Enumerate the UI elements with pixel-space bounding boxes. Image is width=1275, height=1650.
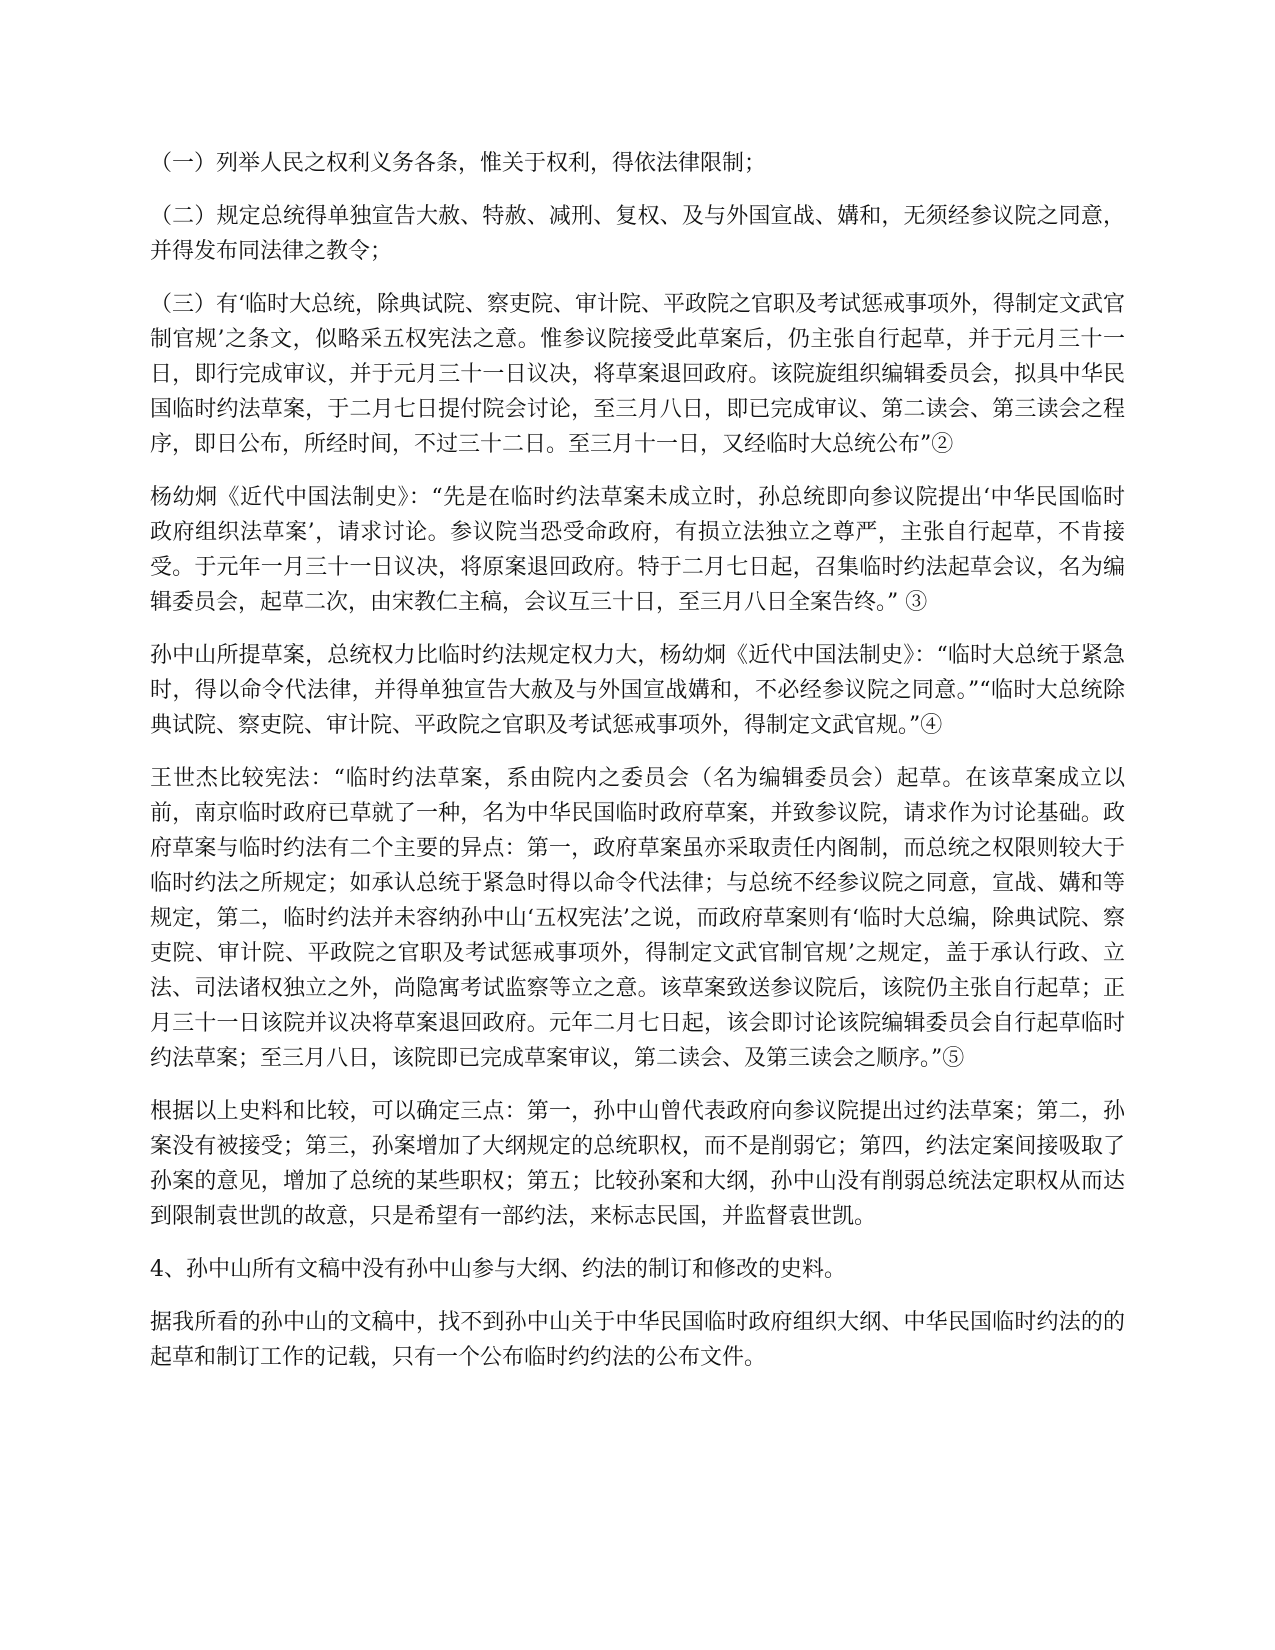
paragraph-item-1: （一）列举人民之权利义务各条，惟关于权利，得依法律限制； [150, 151, 767, 176]
paragraph-item-2: （二）规定总统得单独宣告大赦、特赦、减刑、复权、及与外国宣战、媾和，无须经参议院之同意，并得发布同法律之教令； [150, 204, 1125, 264]
document-body [150, 146, 1125, 1389]
paragraph-conclusions: 根据以上史料和比较，可以确定三点：第一，孙中山曾代表政府向参议院提出过约法草案；第二，孙案没有被接受；第三，孙案增加了大纲规定的总统职权，而不是削弱它；第四，约法定案间接吸取了孙案的意见，增加了总统的某些职权；第五；比较孙案和大纲，孙中山没有削弱总统法定职权从而达到限制袁世凯的故意，只是希望有一部约法，来标志民国，并监督袁世凯。 [150, 1099, 1125, 1229]
paragraph-item-3: （三）有‘临时大总统，除典试院、察吏院、审计院、平政院之官职及考试惩戒事项外，得制定文武官制官规’之条文，似略采五权宪法之意。惟参议院接受此草案后，仍主张自行起草，并于元月三十一日，即行完成审议，并于元月三十一日议决，将草案退回政府。该院旋组织编辑委员会，拟具中华民国临时约法草案，于二月七日提付院会讨论，至三月八日，即已完成审议、第二读会、第三读会之程序，即日公布，所经时间，不过三十二日。至三月十一日，又经临时大总统公布”② [150, 292, 1125, 457]
section-heading-4: 4、孙中山所有文稿中没有孙中山参与大纲、约法的制订和修改的史料。 [150, 1257, 846, 1282]
paragraph-final: 据我所看的孙中山的文稿中，找不到孙中山关于中华民国临时政府组织大纲、中华民国临时约法的的起草和制订工作的记载，只有一个公布临时约约法的公布文件。 [150, 1310, 1125, 1370]
paragraph-wang-shijie-quote: 王世杰比较宪法：“临时约法草案，系由院内之委员会（名为编辑委员会）起草。在该草案成立以前，南京临时政府已草就了一种，名为中华民国临时政府草案，并致参议院，请求作为讨论基础。政府草案与临时约法有二个主要的异点：第一，政府草案虽亦采取责任内阁制，而总统之权限则较大于临时约法之所规定；如承认总统于紧急时得以命令代法律；与总统不经参议院之同意，宣战、媾和等规定，第二，临时约法并未容纳孙中山‘五权宪法’之说，而政府草案则有‘临时大总编，除典试院、察吏院、审计院、平政院之官职及考试惩戒事项外，得制定文武官制官规’之规定，盖于承认行政、立法、司法诸权独立之外，尚隐寓考试监察等立之意。该草案致送参议院后，该院仍主张自行起草；正月三十一日该院并议决将草案退回政府。元年二月七日起，该会即讨论该院编辑委员会自行起草临时约法草案；至三月八日，该院即已完成草案审议，第二读会、及第三读会之顺序。”⑤ [150, 766, 1125, 1071]
paragraph-yang-youjiong-quote: 杨幼炯《近代中国法制史》：“先是在临时约法草案未成立时，孙总统即向参议院提出‘中华民国临时政府组织法草案’，请求讨论。参议院当恐受命政府，有损立法独立之尊严，主张自行起草，不肯接受。于元年一月三十一日议决，将原案退回政府。特于二月七日起，召集临时约法起草会议，名为编辑委员会，起草二次，由宋教仁主稿，会议互三十日，至三月八日全案告终。” ③ [150, 485, 1125, 615]
paragraph-sun-draft-comparison: 孙中山所提草案，总统权力比临时约法规定权力大，杨幼炯《近代中国法制史》：“临时大总统于紧急时，得以命令代法律，并得单独宣告大赦及与外国宣战媾和，不必经参议院之同意。”“临时大总统除典试院、察吏院、审计院、平政院之官职及考试惩戒事项外，得制定文武官规。”④ [150, 643, 1125, 738]
